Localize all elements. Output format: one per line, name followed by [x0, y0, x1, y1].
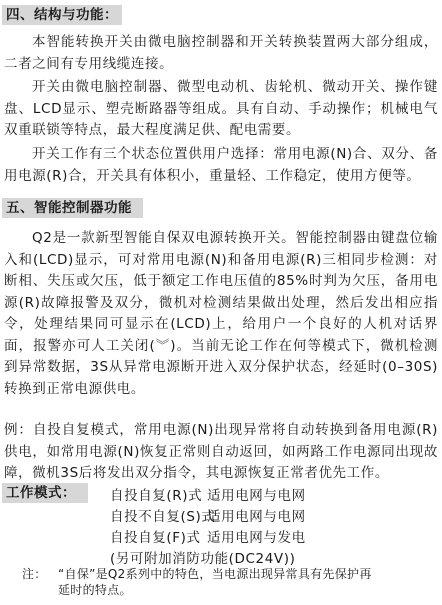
footnote-text-2: 延时的特点。	[58, 583, 132, 597]
mode-row	[110, 486, 306, 507]
mode-extra: (另可附加消防功能(DC24V))	[110, 551, 296, 567]
work-modes-list	[110, 486, 306, 570]
mode-description: 适用电网与电网	[207, 488, 306, 504]
footnote-line-1	[22, 566, 437, 582]
mode-description: 适用电网与电网	[207, 509, 306, 525]
section-5-heading: 五、智能控制器功能	[2, 198, 143, 218]
mode-row	[110, 528, 306, 549]
section-5-paragraph-1: Q2是一款新型智能自保双电源转换开关。智能控制器由键盘位输入和(LCD)显示，可对常用电源(N)和备用电源(R)三相同步检测：对断相、失压或欠压，低于额定工作电压值的85%时判为欠压，备用电源(R)故障报警及双分，微机对检测结果做出处理，然后发出相应指令，处理结果同可显示在(LCD)上，给用户一个良好的人机对话界面，报警亦可人工关闭(︾)。当前无论工作在何等模式下，微机检测到异常数据，3S从异常电源断开进入双分保护状态，经延时(0–30S)转换到正常电源供电。	[4, 230, 438, 397]
mode-name: 自投自复(R)式	[110, 488, 203, 504]
work-modes-heading: 工作模式：	[2, 483, 88, 503]
section-4-heading: 四、结构与功能：	[2, 5, 122, 25]
section-5-example-paragraph: 例：自投自复模式，常用电源(N)出现异常将自动转换到备用电源(R)供电，如常用电源(N)恢复正常则自动返回，如两路工作电源同出现故障，微机3S后将发出双分指令，其电源恢复正常者优先工作。	[4, 422, 438, 481]
mode-name: 自投自复(F)式	[110, 530, 201, 546]
mode-row	[110, 507, 306, 528]
section-4-paragraph-1: 本智能转换开关由微电脑控制器和开关转换装置两大部分组成，二者之间有专用线缆连接。	[4, 34, 438, 72]
footnote-label: 注：	[22, 567, 47, 581]
footnote-text-1: “自保”是Q2系列中的特色，当电源出现异常具有先保护再	[58, 567, 372, 581]
footnote	[22, 566, 437, 598]
mode-name: 自投不自复(S)式	[110, 509, 216, 525]
mode-description: 适用电网与发电	[207, 530, 306, 546]
section-4-paragraph-2: 开关由微电脑控制器、微型电动机、齿轮机、微动开关、操作键盘、LCD显示、塑壳断路器等组成。具有自动、手动操作；机械电气双重联锁等特点，最大程度满足供、配电需要。	[4, 79, 438, 138]
section-4-paragraph-3: 开关工作有三个状态位置供用户选择：常用电源(N)合、双分、备用电源(R)合，开关具有体积小，重量轻、工作稳定，使用方便等。	[4, 146, 438, 184]
